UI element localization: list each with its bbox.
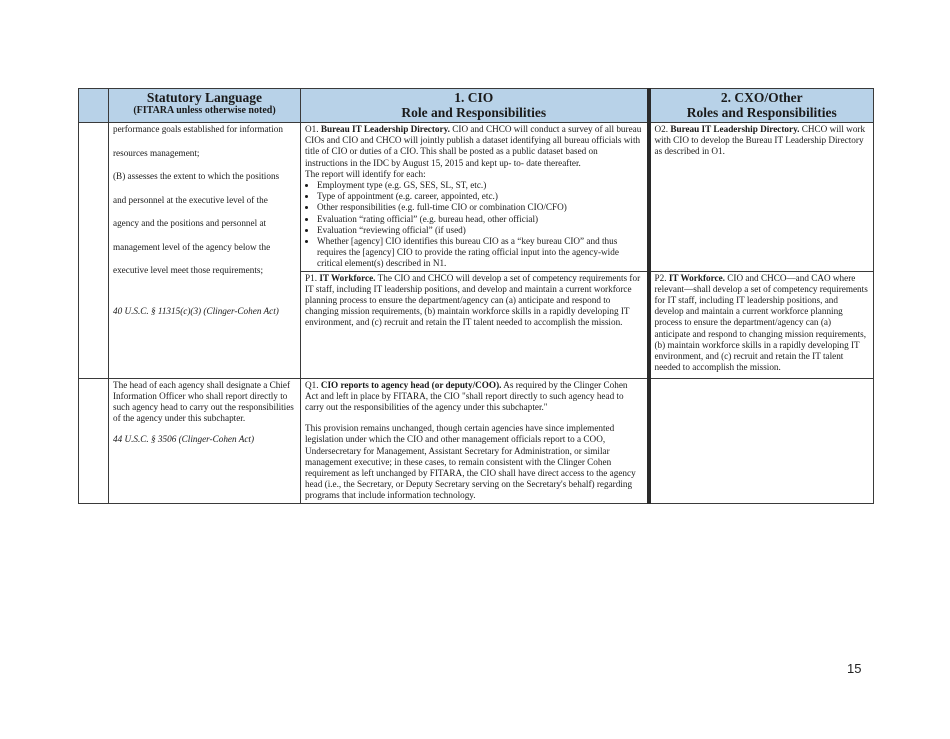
cxo-header-title: Roles and Responsibilities	[686, 105, 837, 120]
statutory-line: (B) assesses the extent to which the positions	[113, 171, 280, 181]
cxo-cell-o2	[649, 123, 874, 272]
table-row	[79, 378, 874, 503]
item-title: IT Workforce.	[319, 272, 376, 283]
row-stub-cell	[79, 123, 109, 379]
item-q1	[305, 380, 643, 414]
statutory-line: executive level meet those requirements;	[113, 265, 264, 275]
item-o2	[655, 124, 870, 158]
statutory-citation: 40 U.S.C. § 11315(c)(3) (Clinger-Cohen Act)	[113, 306, 279, 317]
statutory-header-title: Statutory Language	[146, 90, 263, 105]
table-row	[79, 123, 874, 272]
item-text: CHCO will work with CIO to develop the Bureau IT Leadership Directory as described in O1.	[654, 124, 866, 157]
cxo-cell-p2	[649, 271, 874, 378]
header-row	[79, 89, 874, 123]
page-number: 15	[847, 661, 862, 676]
header-cxo	[649, 89, 874, 123]
cxo-header-number: 2. CXO/Other	[720, 90, 803, 105]
item-title: Bureau IT Leadership Directory.	[320, 124, 450, 134]
item-text: The CIO and CHCO will develop a set of competency requirements for IT staff, including IT leadership positions, and develop and maintain a current workforce planning process to ensure the department/agency can (a) anticipate and respond to changing mission requirements, (b) maintain workforce skills in a rapidly developing IT environment, and (c) recruit and retain the IT talent needed to accomplish the mission.	[305, 272, 641, 328]
cio-header-number: 1. CIO	[454, 90, 494, 105]
cio-cell-o1	[301, 123, 649, 272]
statutory-line: agency and the positions and personnel at	[113, 218, 267, 228]
statutory-citation: 44 U.S.C. § 3506 (Clinger-Cohen Act)	[113, 434, 255, 445]
list-item: • Employment type (e.g. GS, SES, SL, ST, etc.)	[317, 180, 643, 191]
item-o1	[305, 124, 643, 169]
item-p1	[305, 273, 643, 329]
item-text: As required by the Clinger Cohen Act and left in place by FITARA, the CIO "shall report directly to such agency head to carry out the responsibilities of the agency under this subchapter."	[305, 379, 628, 413]
item-text: CIO and CHCO—and CAO where relevant—shall develop a set of competency requirements for IT staff, including IT leadership positions, and develop and maintain a current workforce planning process to ensure the department/agency can (a) anticipate and respond to changing mission requirements, (b) maintain workforce skills in a rapidly developing IT environment, and (c) recruit and retain the IT talent needed to accomplish the mission.	[654, 272, 868, 373]
statutory-text: The head of each agency shall designate a Chief Information Officer who shall report directly to such agency head to carry out the responsibilities of the agency under this subchapter.	[113, 379, 294, 424]
item-code: O2.	[654, 124, 669, 134]
cio-cell-q1	[301, 378, 649, 503]
item-code: P2.	[654, 272, 667, 283]
item-text-continued: This provision remains unchanged, though certain agencies have since implemented legislation under which the CIO and other management officials report to a COO, Undersecretary for Management, Assistant Secretary for Administration, or similar management executive; in these cases, to remain consistent with the Clinger Cohen requirement as left unchanged by FITARA, the CIO shall have direct access to the agency head (i.e., the Secretary, or Deputy Secretary serving on the Secretary's behalf) regarding programs that include information technology.	[305, 423, 636, 501]
item-code: Q1.	[305, 379, 319, 390]
statutory-line: management level of the agency below the	[113, 241, 271, 252]
row-stub-cell	[79, 378, 109, 503]
cio-cell-p1	[301, 271, 649, 378]
list-item: • Whether [agency] CIO identifies this bureau CIO as a “key bureau CIO” and thus requires the [agency] CIO to provide the rating official input into the agency-wide critical element(s) described in N1.	[317, 236, 643, 270]
header-stub-cell	[79, 89, 109, 123]
item-title: CIO reports to agency head (or deputy/COO).	[320, 379, 502, 390]
item-title: IT Workforce.	[668, 272, 725, 283]
item-text: CIO and CHCO will conduct a survey of all bureau CIOs and CIO and CHCO will jointly publish a dataset identifying all bureau officials with title of CIO or duties of a CIO. This shall be posted as a public dataset based on instructions in the IDC by August 15, 2015 and kept up- to- date thereafter.	[305, 124, 642, 168]
header-cio	[301, 89, 649, 123]
item-code: O1.	[305, 124, 319, 134]
item-intro: The report will identify for each:	[305, 168, 426, 179]
statutory-header-subtitle: (FITARA unless otherwise noted)	[133, 105, 276, 116]
statutory-line: and personnel at the executive level of the	[113, 194, 268, 205]
statutory-line: performance goals established for information	[113, 124, 283, 134]
item-code: P1.	[305, 272, 318, 283]
statutory-cell-2	[109, 378, 301, 503]
header-statutory	[109, 89, 301, 123]
responsibilities-table	[78, 88, 874, 504]
statutory-line: resources management;	[113, 147, 200, 158]
statutory-cell-1	[109, 123, 301, 379]
bullet-list	[305, 180, 643, 270]
cio-header-title: Role and Responsibilities	[401, 105, 547, 120]
item-title: Bureau IT Leadership Directory.	[670, 124, 800, 134]
list-item: • Evaluation “rating official” (e.g. bureau head, other official)	[317, 214, 643, 225]
list-item: • Other responsibilities (e.g. full-time CIO or combination CIO/CFO)	[317, 202, 643, 213]
list-item: • Evaluation “reviewing official” (if used)	[317, 225, 643, 236]
list-item: • Type of appointment (e.g. career, appointed, etc.)	[317, 191, 643, 202]
item-p2	[655, 273, 870, 374]
cxo-cell-empty	[649, 378, 874, 503]
